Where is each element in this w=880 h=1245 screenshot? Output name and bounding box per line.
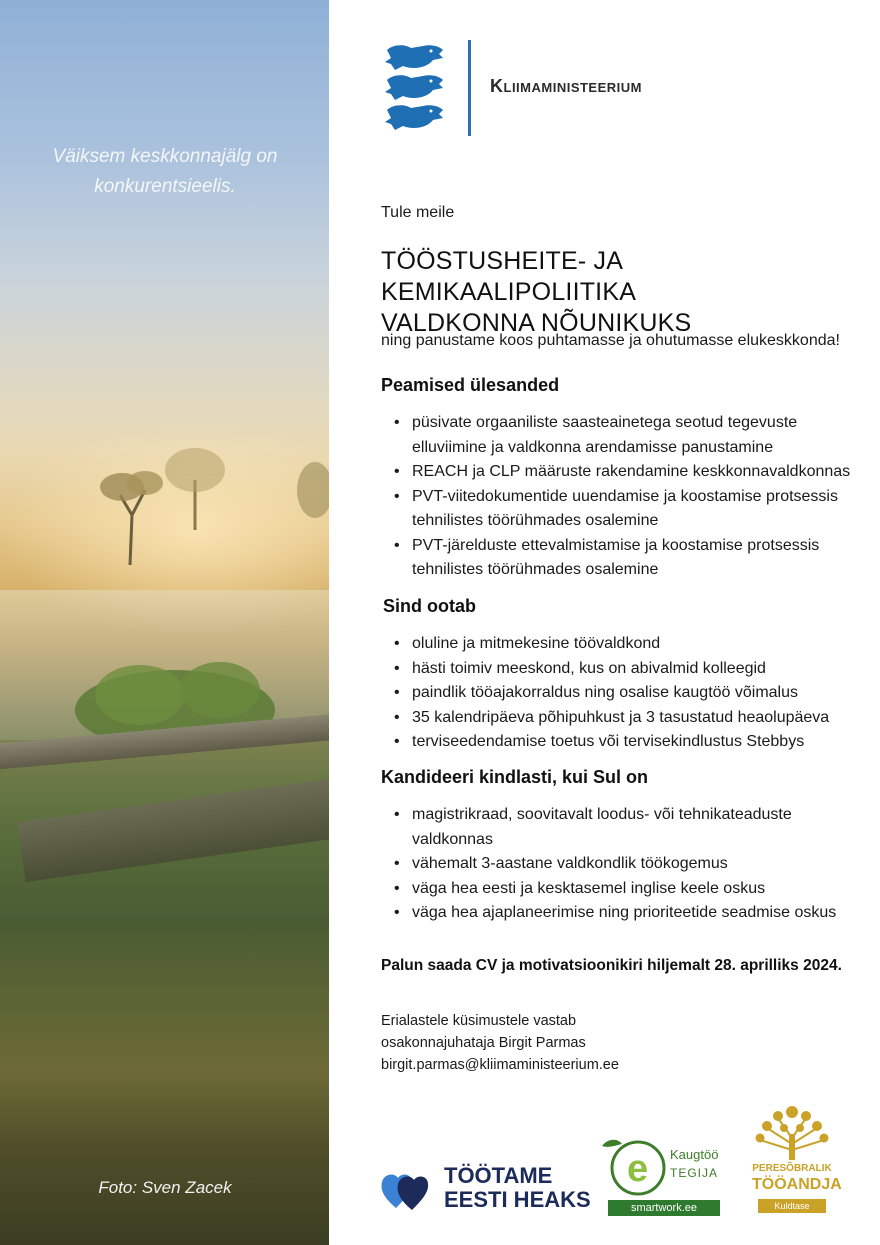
section-heading-requirements: Kandideeri kindlasti, kui Sul on bbox=[381, 767, 649, 787]
ministry-name: Kliimaministeerium bbox=[490, 76, 642, 96]
section-heading-offer: Sind ootab bbox=[383, 596, 476, 616]
list-item: • terviseedendamise toetus või tervisekindlustus Stebbys bbox=[381, 730, 851, 755]
list-item: • väga hea ajaplaneerimise ning prioriteetide seadmise oskus bbox=[381, 901, 851, 926]
logo-text: TÖÖTAME bbox=[444, 1163, 553, 1188]
intro-text: Tule meile bbox=[381, 204, 455, 221]
hero-photo bbox=[0, 0, 329, 1245]
tooandja-label: TÖÖANDJA bbox=[752, 1176, 842, 1193]
application-deadline: Palun saada CV ja motivatsioonikiri hiljemalt 28. aprilliks 2024. bbox=[381, 957, 842, 974]
list-item: • hästi toimiv meeskond, kus on abivalmid kolleegid bbox=[381, 657, 851, 682]
contact-person: osakonnajuhataja Birgit Parmas bbox=[381, 1035, 586, 1051]
svg-text:e: e bbox=[627, 1148, 649, 1190]
contact-intro: Erialastele küsimustele vastab bbox=[381, 1013, 577, 1029]
job-title-line: TÖÖSTUSHEITE- JA KEMIKAALIPOLIITIKA bbox=[381, 247, 637, 306]
heart-logo-icon bbox=[380, 1166, 430, 1212]
photo-credit: Foto: Sven Zacek bbox=[98, 1178, 232, 1197]
requirements-list bbox=[381, 803, 851, 926]
tasks-list bbox=[381, 411, 851, 583]
peresobralik-label: PERESÕBRALIK bbox=[752, 1163, 832, 1174]
list-item: • magistrikraad, soovitavalt loodus- või tehnikateaduste valdkonnas bbox=[381, 803, 851, 852]
list-item: • PVT-järelduste ettevalmistamise ja koostamise protsessis tehnilistes töörühmades osalemine bbox=[381, 534, 851, 583]
contact-email-link[interactable]: birgit.parmas@kliimaministeerium.ee bbox=[381, 1057, 619, 1073]
photo-quote bbox=[20, 142, 310, 202]
tree-illustration bbox=[150, 440, 240, 530]
kuldtase-badge: Kuldtase bbox=[758, 1199, 826, 1213]
list-item: • vähemalt 3-aastane valdkondlik töökogemus bbox=[381, 852, 851, 877]
kaugtoo-sub: TEGIJA bbox=[670, 1166, 719, 1180]
kaugtoo-name: Kaugtöö bbox=[670, 1147, 719, 1162]
kaugtoo-bar: smartwork.ee bbox=[608, 1200, 720, 1216]
coat-of-arms-icon bbox=[383, 42, 447, 134]
tootame-eesti-heaks-logo bbox=[444, 1164, 591, 1212]
tree-illustration bbox=[290, 450, 329, 540]
list-item: • REACH ja CLP määruste rakendamine keskkonnavaldkonnas bbox=[381, 460, 851, 485]
list-item: • püsivate orgaaniliste saasteainetega seotud tegevuste elluviimine ja valdkonna arendamisse panustamine bbox=[381, 411, 851, 460]
job-title bbox=[381, 246, 851, 339]
logo-text: EESTI HEAKS bbox=[444, 1187, 591, 1212]
offer-list bbox=[381, 632, 851, 755]
list-item: • PVT-viitedokumentide uuendamise ja koostamise protsessis tehnilistes töörühmades osalemine bbox=[381, 485, 851, 534]
boardwalk bbox=[17, 778, 329, 882]
list-item: • väga hea eesti ja kesktasemel inglise keele oskus bbox=[381, 877, 851, 902]
list-item: • paindlik tööajakorraldus ning osalise kaugtöö võimalus bbox=[381, 681, 851, 706]
list-item: • oluline ja mitmekesine töövaldkond bbox=[381, 632, 851, 657]
logo-divider bbox=[468, 40, 471, 136]
list-item: • 35 kalendripäeva põhipuhkust ja 3 tasustatud heaolupäeva bbox=[381, 706, 851, 731]
subtitle: ning panustame koos puhtamasse ja ohutumasse elukeskkonda! bbox=[381, 332, 840, 349]
quote-line: konkurentsieelis. bbox=[94, 176, 236, 197]
section-heading-tasks: Peamised ülesanded bbox=[381, 375, 560, 395]
job-title-line: VALDKONNA NÕUNIKUKS bbox=[381, 309, 692, 337]
quote-line: Väiksem keskkonnajälg on bbox=[52, 146, 278, 167]
